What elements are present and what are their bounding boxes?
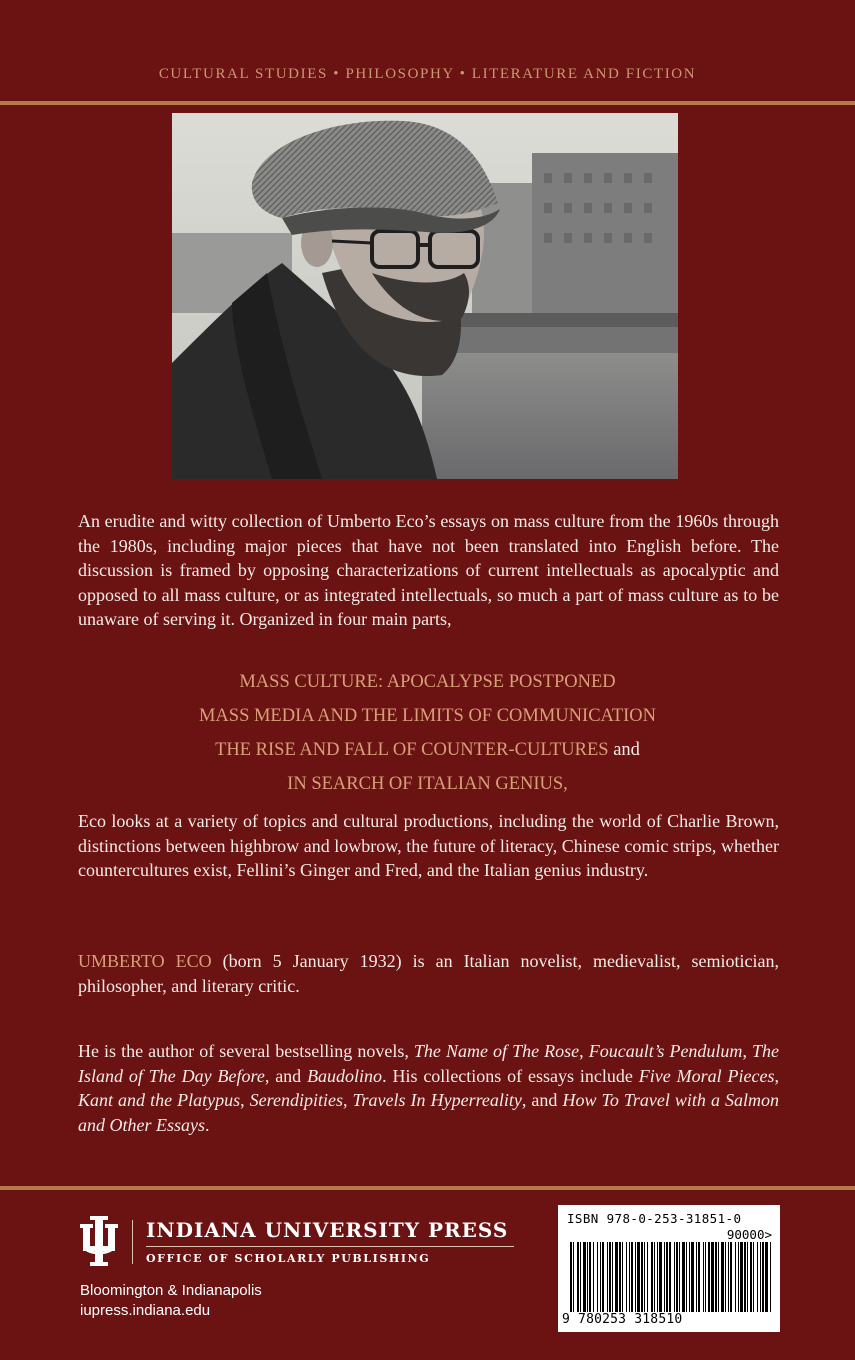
works-text: , (742, 1041, 752, 1061)
parts-list (0, 665, 855, 801)
parts-conjunction: and (613, 740, 640, 760)
publisher-city: Bloomington & Indianapolis (80, 1282, 262, 1299)
author-name: UMBERTO ECO (78, 951, 212, 971)
work-title: Serendipities (249, 1090, 343, 1110)
isbn-barcode (558, 1205, 780, 1332)
work-title: Five Moral Pieces (638, 1065, 775, 1086)
works-text: . His collections of essays include (382, 1065, 639, 1086)
category-line: CULTURAL STUDIES • PHILOSOPHY • LITERATURE AND FICTION (158, 66, 697, 82)
isbn-label: ISBN 978-0-253-31851-0 (567, 1211, 742, 1226)
part-3 (0, 733, 855, 767)
works-text: , (774, 1065, 779, 1086)
author-bio-text: (born 5 January 1932) is an Italian novelist, medievalist, semiotician, philosopher, and literary critic. (78, 951, 779, 996)
part-3-title: THE RISE AND FALL OF COUNTER-CULTURES (215, 740, 609, 760)
publisher-divider (132, 1220, 133, 1264)
publisher-sub-rule (146, 1246, 514, 1247)
publisher-url: iupress.indiana.edu (80, 1302, 211, 1319)
works-text: , (342, 1090, 353, 1110)
bottom-rule (0, 1186, 855, 1190)
work-title: How To Travel with a Salmon and Other Essays (78, 1090, 779, 1135)
isbn-digits: 9 780253 318510 (562, 1312, 683, 1327)
part-1: MASS CULTURE: APOCALYPSE POSTPONED (239, 672, 616, 692)
works-text: , and (264, 1065, 308, 1086)
barcode-bars (570, 1242, 772, 1312)
work-title: The Island of The Day Before (78, 1041, 779, 1086)
work-title: Kant and the Platypus (78, 1090, 241, 1110)
top-rule (0, 101, 855, 105)
works-text: . (205, 1114, 210, 1135)
author-photo (172, 113, 678, 479)
works-text: He is the author of several bestselling novels, (78, 1041, 414, 1061)
work-title: The Name of The Rose (413, 1041, 580, 1061)
author-bio (78, 949, 779, 998)
work-title: Baudolino (307, 1065, 383, 1086)
description-topics: Eco looks at a variety of topics and cultural productions, including the world of Charlie Brown, distinctions between highbrow and lowbrow, the future of literacy, Chinese comic strips, whether countercultures exist, Fellini’s Ginger and Fred, and the Italian genius industry. (78, 811, 779, 880)
part-2: MASS MEDIA AND THE LIMITS OF COMMUNICATION (198, 706, 657, 726)
publisher-name: INDIANA UNIVERSITY PRESS (146, 1218, 509, 1242)
works-text: , and (521, 1090, 563, 1110)
description-intro: An erudite and witty collection of Umberto Eco’s essays on mass culture from the 1960s through the 1980s, including major pieces that have not been translated into English before. The discussion is framed by opposing characterizations of current intellectuals as apocalyptic and opposed to all mass culture, or as integrated intellectuals, so much a part of mass culture as to be unaware of serving it. Organized in four main parts, (78, 511, 779, 629)
price-code: 90000> (726, 1227, 772, 1242)
work-title: Foucault’s Pendulum (588, 1041, 743, 1061)
iu-trident-icon (80, 1216, 118, 1266)
works-text: , (240, 1090, 250, 1110)
author-works (78, 1039, 779, 1137)
part-4: IN SEARCH OF ITALIAN GENIUS, (287, 774, 568, 794)
publisher-block (80, 1212, 530, 1322)
publisher-subtitle: OFFICE OF SCHOLARLY PUBLISHING (146, 1252, 431, 1265)
works-text: , (579, 1041, 589, 1061)
work-title: Travels In Hyperreality (352, 1090, 522, 1110)
